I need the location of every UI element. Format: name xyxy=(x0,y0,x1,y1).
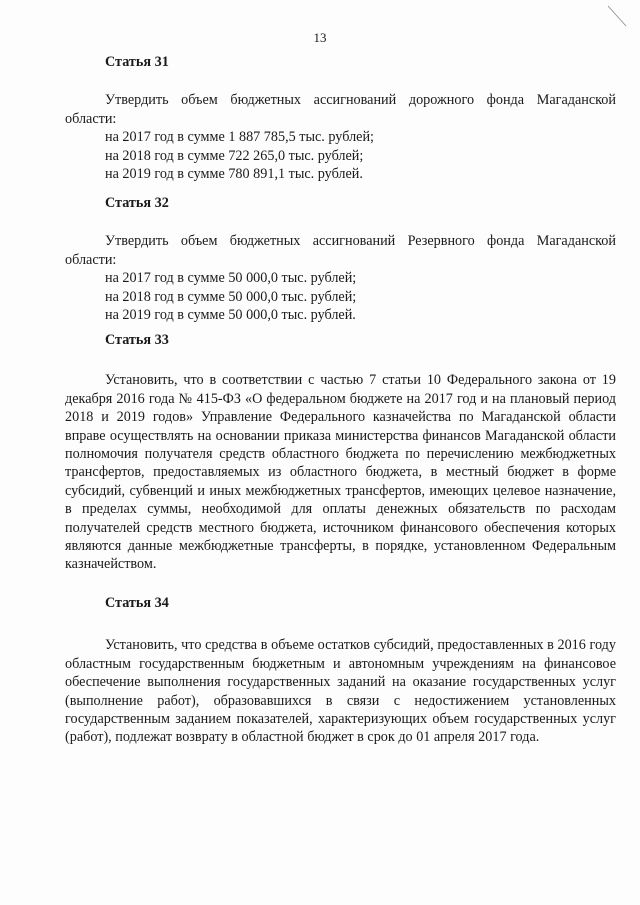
article-paragraph: Установить, что средства в объеме остатков субсидий, предоставленных в 2016 году областным государственным бюджетным и автономным учреждениям на финансовое обеспечение выполнения государственных заданий на оказание государственных услуг (выполнение работ), образовавшихся в связи с недостижением установленных государственным заданием показателей, характеризующих объем государственных услуг (работ), подлежат возврату в областной бюджет в срок до 01 апреля 2017 года. xyxy=(65,637,616,746)
pen-mark-icon xyxy=(606,4,628,28)
article-32 xyxy=(65,194,616,324)
article-paragraph: Утвердить объем бюджетных ассигнований дорожного фонда Магаданской области: xyxy=(65,92,616,127)
amount-line: на 2018 год в сумме 50 000,0 тыс. рублей; xyxy=(105,288,357,305)
amount-line: на 2019 год в сумме 780 891,1 тыс. рублей. xyxy=(105,166,363,183)
amount-line: на 2017 год в сумме 50 000,0 тыс. рублей; xyxy=(105,270,357,287)
article-33 xyxy=(65,331,616,574)
article-34 xyxy=(65,594,616,747)
amount-line: на 2018 год в сумме 722 265,0 тыс. рублей; xyxy=(105,147,364,164)
article-31 xyxy=(65,53,616,183)
article-heading: Статья 31 xyxy=(105,54,169,70)
amount-line: на 2017 год в сумме 1 887 785,5 тыс. рублей; xyxy=(105,129,374,146)
article-heading: Статья 32 xyxy=(105,195,169,211)
article-paragraph: Утвердить объем бюджетных ассигнований Резервного фонда Магаданской области: xyxy=(65,233,616,268)
article-heading: Статья 34 xyxy=(105,595,169,611)
article-paragraph: Установить, что в соответствии с частью 7 статьи 10 Федерального закона от 19 декабря 2016 года № 415-ФЗ «О федеральном бюджете на 2017 год и на плановый период 2018 и 2019 годов» Управление Федерального казначейства по Магаданской области вправе осуществлять на основании приказа министерства финансов Магаданской области полномочия получателя средств областного бюджета по перечислению межбюджетных трансфертов, предоставляемых из областного бюджета, в местный бюджет в форме субсидий, субвенций и иных межбюджетных трансфертов, имеющих целевое назначение, в пределах суммы, необходимой для оплаты денежных обязательств по расходам получателей средств местного бюджета, источником финансового обеспечения которых являются данные межбюджетные трансферты, в порядке, установленном Федеральным казначейством. xyxy=(65,372,616,573)
amount-line: на 2019 год в сумме 50 000,0 тыс. рублей. xyxy=(105,307,356,324)
article-heading: Статья 33 xyxy=(105,332,169,348)
page-number: 13 xyxy=(313,30,327,45)
